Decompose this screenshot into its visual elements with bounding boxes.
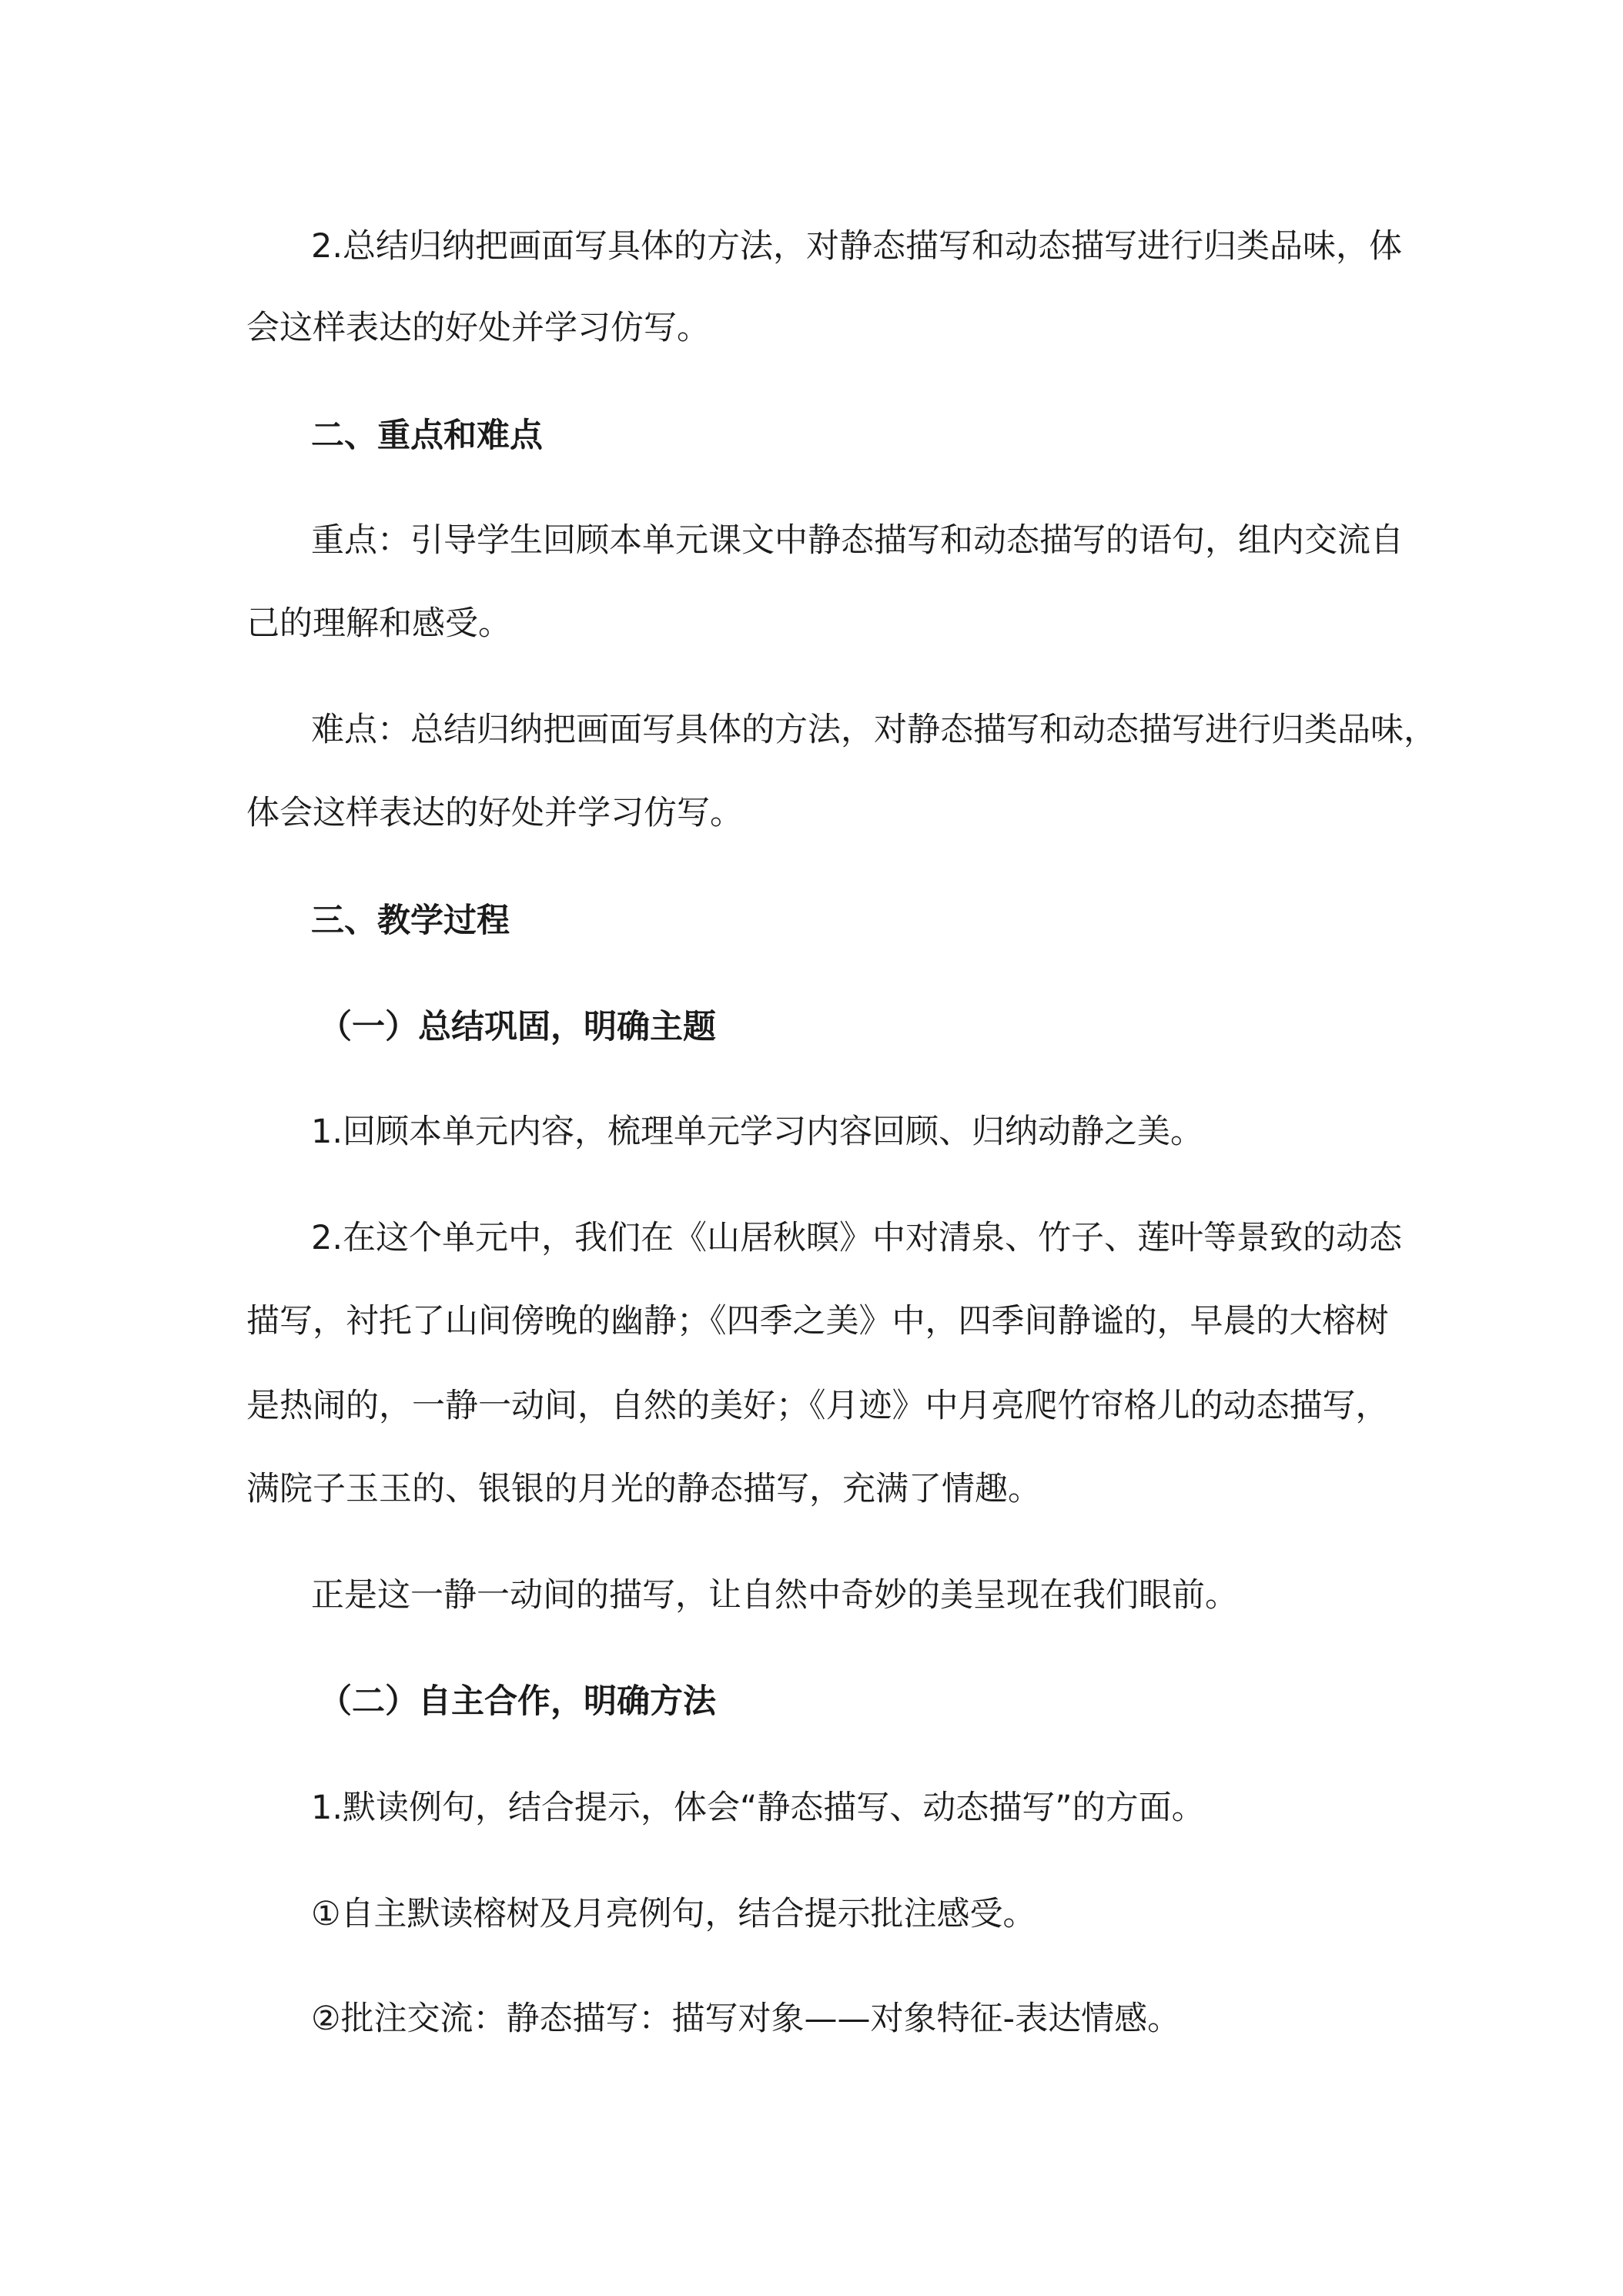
paragraph-review-2-line-4: 满院子玉玉的、银银的月光的静态描写，充满了情趣。	[246, 1470, 1041, 1508]
paragraph-conclusion: 正是这一静一动间的描写，让自然中奇妙的美呈现在我们眼前。	[311, 1576, 1238, 1615]
paragraph-goal-2-line-1: 2.总结归纳把画面写具体的方法，对静态描写和动态描写进行归类品味，体	[311, 227, 1403, 266]
section-heading-key-points: 二、重点和难点	[311, 417, 543, 455]
paragraph-difficulty-line-1: 难点：总结归纳把画面写具体的方法，对静态描写和动态描写进行归类品味，	[311, 711, 1437, 749]
paragraph-key-point-line-2: 己的理解和感受。	[246, 604, 511, 643]
paragraph-review-2-line-3: 是热闹的，一静一动间，自然的美好；《月迹》中月亮爬竹帘格儿的动态描写，	[246, 1387, 1389, 1425]
paragraph-review-2-line-2: 描写，衬托了山间傍晚的幽静；《四季之美》中，四季间静谧的，早晨的大榕树	[246, 1302, 1389, 1340]
paragraph-review-1: 1.回顾本单元内容，梳理单元学习内容回顾、归纳动静之美。	[311, 1113, 1204, 1151]
paragraph-goal-2-line-2: 会这样表达的好处并学习仿写。	[246, 309, 710, 347]
paragraph-difficulty-line-2: 体会这样表达的好处并学习仿写。	[246, 794, 743, 832]
section-heading-teaching-process: 三、教学过程	[311, 902, 510, 940]
subsection-heading-summary: （一）总结巩固，明确主题	[319, 1008, 716, 1046]
paragraph-review-2-line-1: 2.在这个单元中，我们在《山居秋暝》中对清泉、竹子、莲叶等景致的动态	[311, 1219, 1403, 1257]
paragraph-step-1: ①自主默读榕树及月亮例句，结合提示批注感受。	[311, 1895, 1036, 1933]
subsection-heading-cooperation: （二）自主合作，明确方法	[319, 1682, 716, 1721]
paragraph-step-2: ②批注交流：静态描写：描写对象——对象特征-表达情感。	[311, 2000, 1181, 2038]
paragraph-silent-reading: 1.默读例句，结合提示，体会“静态描写、动态描写”的方面。	[311, 1789, 1205, 1827]
paragraph-key-point-line-1: 重点：引导学生回顾本单元课文中静态描写和动态描写的语句，组内交流自	[311, 521, 1404, 560]
